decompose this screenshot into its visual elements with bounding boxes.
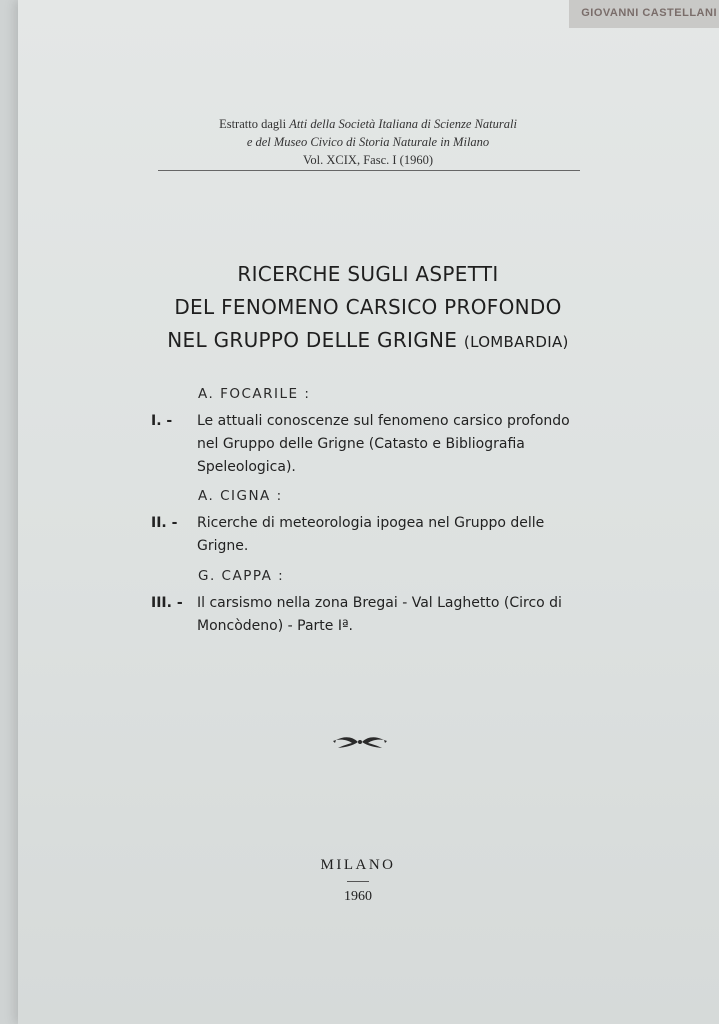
section-entry — [151, 410, 591, 479]
extract-journal: Atti della Società Italiana di Scienze Naturali — [289, 117, 517, 131]
document-title — [138, 258, 598, 359]
section-title: Le attuali conoscenze sul fenomeno carsico profondo nel Gruppo delle Grigne (Catasto e Bibliografia Speleologica). — [197, 413, 570, 475]
extract-line-2 — [158, 133, 578, 151]
document-page — [18, 0, 719, 1024]
title-line-1: RICERCHE SUGLI ASPETTI — [237, 262, 499, 286]
section-title: Ricerche di meteorologia ipogea nel Gruppo delle Grigne. — [197, 515, 545, 554]
imprint-year: 1960 — [344, 889, 372, 904]
section-number: II. - — [151, 515, 178, 531]
section-entry — [151, 592, 591, 638]
header-divider — [158, 170, 580, 171]
section-entry — [151, 512, 591, 558]
section-author: A. FOCARILE : — [198, 386, 311, 402]
extract-volume: Vol. XCIX, Fasc. I (1960) — [303, 153, 433, 167]
section-number: III. - — [151, 595, 183, 611]
owner-stamp-text: GIOVANNI CASTELLANI — [581, 7, 717, 19]
title-line-3-main: NEL GRUPPO DELLE GRIGNE — [167, 328, 458, 352]
section-number: I. - — [151, 413, 173, 429]
title-line-2: DEL FENOMENO CARSICO PROFONDO — [174, 295, 562, 319]
title-line-3 — [138, 324, 598, 359]
section-title: Il carsismo nella zona Bregai - Val Laghetto (Circo di Moncòdeno) - Parte Iª. — [197, 595, 562, 634]
title-region: (LOMBARDIA) — [463, 333, 569, 351]
extract-prefix: Estratto dagli — [219, 117, 287, 131]
imprint-city: MILANO — [320, 857, 396, 873]
imprint-divider — [347, 881, 369, 882]
owner-stamp — [569, 0, 719, 28]
fleuron-ornament-icon — [332, 734, 388, 755]
section-author: A. CIGNA : — [198, 488, 283, 504]
extract-line-1 — [158, 115, 578, 133]
extract-museum: e del Museo Civico di Storia Naturale in Milano — [246, 135, 490, 149]
extract-header — [158, 115, 578, 169]
section-author: G. CAPPA : — [198, 568, 285, 584]
